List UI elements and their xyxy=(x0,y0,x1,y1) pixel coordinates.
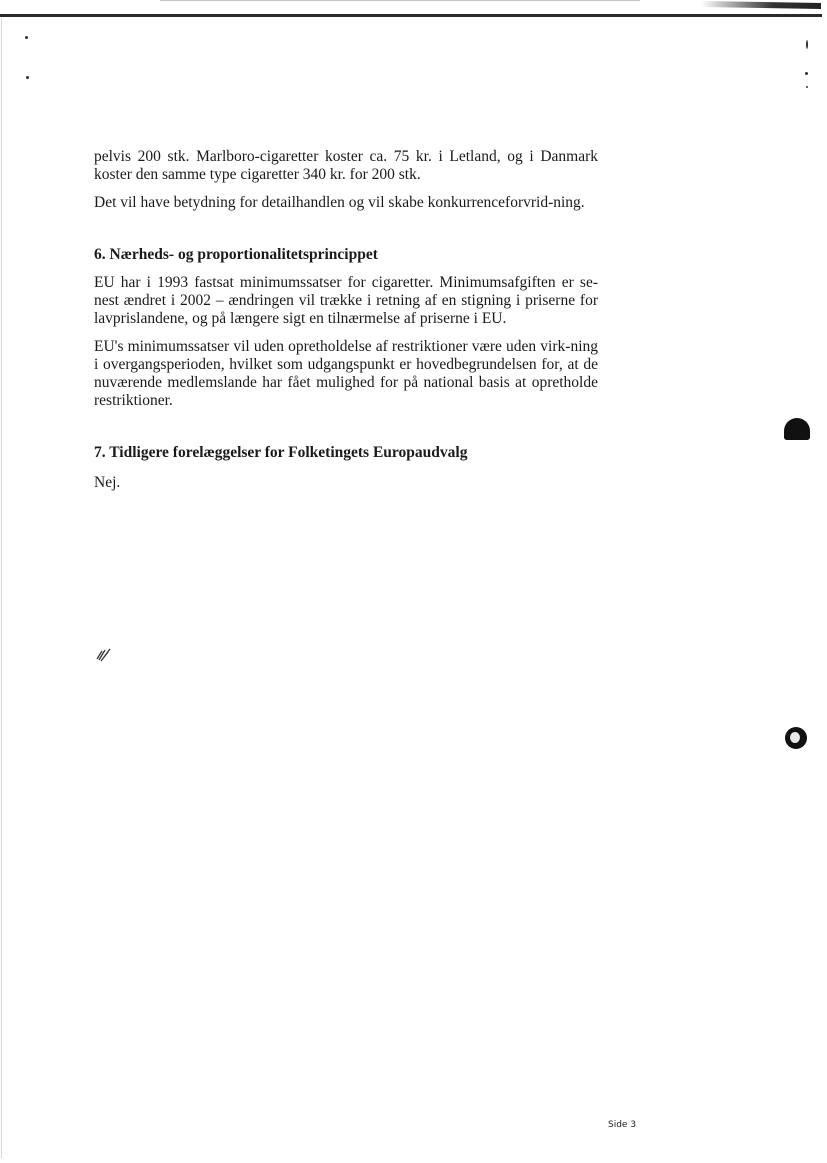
section-heading-6: 6. Nærheds- og proportionalitetsprincippet xyxy=(94,246,378,263)
scan-speck xyxy=(25,36,28,39)
scan-speck xyxy=(806,86,808,88)
body-paragraph: EU har i 1993 fastsat minimumssatser for cigaretter. Minimumsafgiften er se-nest ændret i 2002 – ændringen vil trække i retning af en stigning i priserne for lavprislandene, og på længere sigt en tilnærmelse af priserne i EU. xyxy=(94,274,598,327)
scan-artifact-faint-rule xyxy=(160,0,640,1)
scan-speck xyxy=(806,40,808,49)
binder-hole-icon xyxy=(784,418,810,440)
scan-artifact-dark-edge xyxy=(701,1,821,9)
scan-speck xyxy=(805,72,808,75)
binder-hole-icon xyxy=(785,727,807,749)
body-paragraph: Det vil have betydning for detailhandlen og vil skabe konkurrenceforvrid-ning. xyxy=(94,194,585,211)
scan-speck xyxy=(26,76,29,79)
body-paragraph: pelvis 200 stk. Marlboro-cigaretter koster ca. 75 kr. i Letland, og i Danmark koster den samme type cigaretter 340 kr. for 200 stk. xyxy=(94,148,598,183)
section-heading-7: 7. Tidligere forelæggelser for Folketingets Europaudvalg xyxy=(94,444,468,461)
body-paragraph: Nej. xyxy=(94,474,121,491)
scan-artifact-left-edge xyxy=(1,18,2,1158)
header-rule xyxy=(0,14,822,17)
body-paragraph: EU's minimumssatser vil uden opretholdelse af restriktioner være uden virk-ning i overgangsperioden, hvilket som udgangspunkt er hovedbegrundelsen for, at de nuværende medlemslande har fået mulighed for på national basis at opretholde restriktioner. xyxy=(94,338,598,409)
page-number: Side 3 xyxy=(608,1120,637,1130)
document-body xyxy=(94,148,598,502)
pen-mark-icon xyxy=(95,645,113,663)
